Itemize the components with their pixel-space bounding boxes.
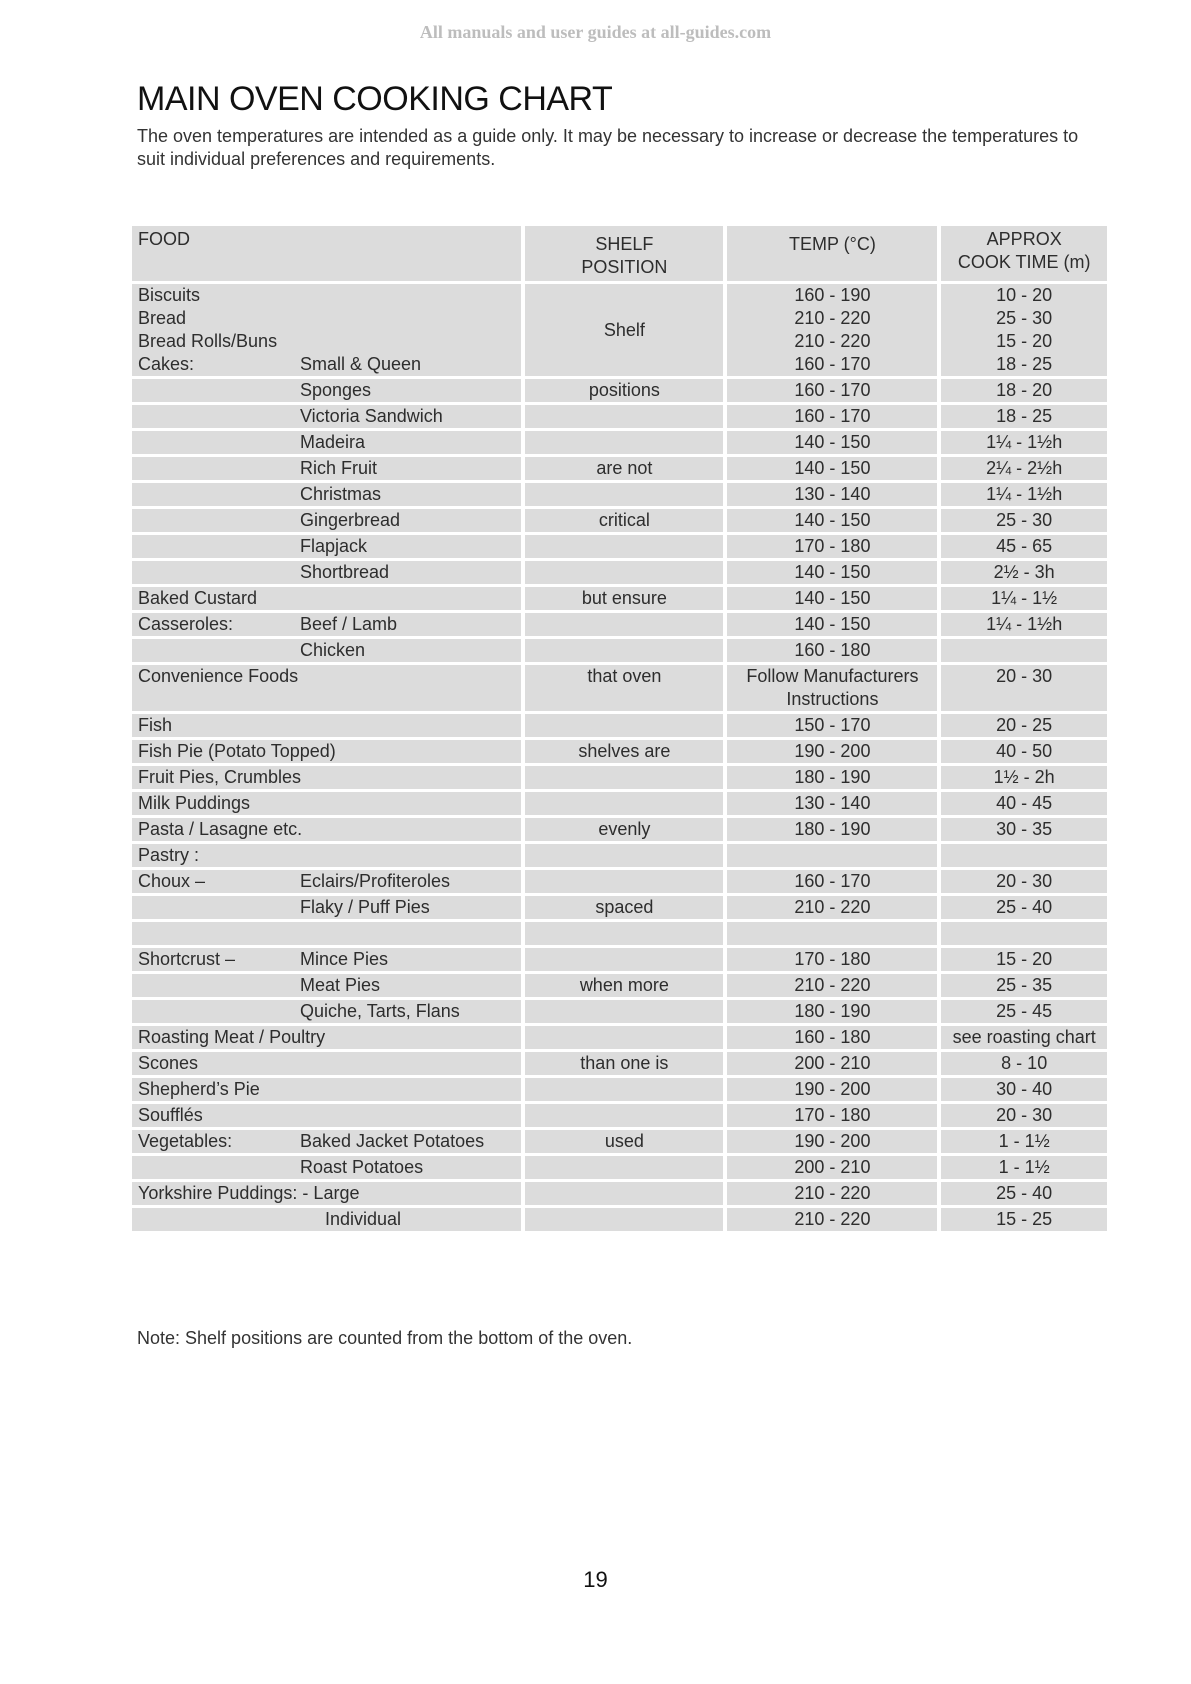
time-cell: 20 - 30 <box>941 665 1107 711</box>
shelf-cell: than one is <box>525 1052 723 1075</box>
food-cell <box>132 1078 521 1101</box>
food-subtype: Individual <box>325 1209 402 1229</box>
temp-cell: 180 - 190 <box>727 1000 937 1023</box>
food-cell <box>132 284 521 376</box>
food-line <box>138 870 515 893</box>
food-label: Cakes: <box>138 354 195 374</box>
temp-cell: 140 - 150 <box>727 509 937 532</box>
time-cell: 20 - 30 <box>941 870 1107 893</box>
food-label: Casseroles: <box>138 614 234 634</box>
temp-cell <box>727 665 937 711</box>
food-subtype: Small & Queen <box>300 354 422 374</box>
food-cell <box>132 1156 521 1179</box>
temp-cell: 200 - 210 <box>727 1156 937 1179</box>
shelf-cell <box>525 1104 723 1127</box>
shelf-cell <box>525 1000 723 1023</box>
food-subtype: Shortbread <box>300 562 390 582</box>
table-row <box>132 792 1107 815</box>
food-line <box>138 353 515 376</box>
food-line <box>138 613 515 636</box>
table-row <box>132 896 1107 919</box>
time-value: 18 - 25 <box>996 354 1053 374</box>
temp-cell: 160 - 170 <box>727 405 937 428</box>
page-number: 19 <box>583 1567 608 1592</box>
food-label: Choux – <box>138 871 206 891</box>
time-value: 10 - 20 <box>996 285 1053 305</box>
table-row <box>132 1078 1107 1101</box>
header-food: FOOD <box>132 226 521 281</box>
food-subtype: Beef / Lamb <box>300 614 398 634</box>
table-row <box>132 379 1107 402</box>
cooking-chart-table <box>128 223 1111 1234</box>
food-cell <box>132 431 521 454</box>
time-cell: 1¼ - 1½ <box>941 587 1107 610</box>
time-cell <box>941 922 1107 945</box>
food-line <box>138 766 515 789</box>
food-subtype: Meat Pies <box>300 975 381 995</box>
table-row <box>132 922 1107 945</box>
food-cell <box>132 509 521 532</box>
temp-cell: 210 - 220 <box>727 896 937 919</box>
temp-cell: 160 - 180 <box>727 639 937 662</box>
food-cell <box>132 792 521 815</box>
temp-cell: 210 - 220 <box>727 1208 937 1231</box>
time-cell: 1¼ - 1½h <box>941 613 1107 636</box>
time-cell: 25 - 40 <box>941 896 1107 919</box>
food-line <box>138 535 515 558</box>
food-label: Fruit Pies, Crumbles <box>138 767 302 787</box>
temp-cell: 190 - 200 <box>727 740 937 763</box>
table-row <box>132 1156 1107 1179</box>
shelf-cell: are not <box>525 457 723 480</box>
temp-cell: 210 - 220 <box>727 1182 937 1205</box>
table-row <box>132 870 1107 893</box>
food-line <box>138 896 515 919</box>
table-row <box>132 613 1107 636</box>
food-label: Yorkshire Puddings: - Large <box>138 1183 360 1203</box>
shelf-cell <box>525 431 723 454</box>
time-cell: 1¼ - 1½h <box>941 431 1107 454</box>
temp-cell: 150 - 170 <box>727 714 937 737</box>
time-cell: 15 - 20 <box>941 948 1107 971</box>
food-cell <box>132 974 521 997</box>
time-cell: 1¼ - 1½h <box>941 483 1107 506</box>
shelf-cell <box>525 766 723 789</box>
food-subtype: Sponges <box>300 380 372 400</box>
time-cell: 25 - 35 <box>941 974 1107 997</box>
food-line <box>138 561 515 584</box>
temp-cell: 160 - 170 <box>727 870 937 893</box>
time-cell: 2¼ - 2½h <box>941 457 1107 480</box>
food-cell <box>132 405 521 428</box>
temp-cell: 170 - 180 <box>727 535 937 558</box>
time-value: 15 - 20 <box>996 331 1053 351</box>
food-cell <box>132 714 521 737</box>
food-line <box>138 714 515 737</box>
food-line <box>138 922 515 945</box>
food-line <box>138 1104 515 1127</box>
page-title: MAIN OVEN COOKING CHART <box>137 80 613 118</box>
temp-cell: 140 - 150 <box>727 613 937 636</box>
food-line <box>138 974 515 997</box>
shelf-cell <box>525 844 723 867</box>
food-label: Roasting Meat / Poultry <box>138 1027 326 1047</box>
shelf-cell: when more <box>525 974 723 997</box>
time-cell: 1½ - 2h <box>941 766 1107 789</box>
food-line <box>138 379 515 402</box>
header-shelf-line1: SHELF <box>595 234 654 254</box>
food-label: Bread Rolls/Buns <box>138 331 278 351</box>
food-subtype: Flapjack <box>300 536 368 556</box>
food-line <box>138 948 515 971</box>
table-row <box>132 1130 1107 1153</box>
food-cell <box>132 535 521 558</box>
food-cell <box>132 639 521 662</box>
temp-value: 160 - 190 <box>794 285 871 305</box>
shelf-cell <box>525 948 723 971</box>
header-shelf-line2: POSITION <box>581 257 668 277</box>
shelf-cell <box>525 1182 723 1205</box>
temp-value: 160 - 170 <box>794 354 871 374</box>
time-cell: 40 - 50 <box>941 740 1107 763</box>
temp-value: 210 - 220 <box>794 308 871 328</box>
temp-cell: 200 - 210 <box>727 1052 937 1075</box>
shelf-cell: evenly <box>525 818 723 841</box>
food-label: Baked Custard <box>138 588 258 608</box>
food-subtype: Chicken <box>300 640 366 660</box>
table-row <box>132 639 1107 662</box>
food-line <box>138 483 515 506</box>
time-cell: 1 - 1½ <box>941 1130 1107 1153</box>
shelf-cell <box>525 405 723 428</box>
shelf-cell: Shelf <box>525 284 723 376</box>
food-cell <box>132 379 521 402</box>
food-cell <box>132 740 521 763</box>
time-cell <box>941 639 1107 662</box>
table-row <box>132 714 1107 737</box>
food-cell <box>132 1104 521 1127</box>
shelf-cell <box>525 792 723 815</box>
temp-cell <box>727 844 937 867</box>
shelf-cell: positions <box>525 379 723 402</box>
time-cell: 18 - 25 <box>941 405 1107 428</box>
food-label: Pastry : <box>138 845 200 865</box>
food-line <box>138 792 515 815</box>
time-cell: 25 - 40 <box>941 1182 1107 1205</box>
table-row <box>132 1182 1107 1205</box>
time-cell <box>941 284 1107 376</box>
shelf-cell <box>525 1026 723 1049</box>
food-subtype: Madeira <box>300 432 366 452</box>
header-temp: TEMP (°C) <box>727 226 937 281</box>
food-line <box>138 1026 515 1049</box>
food-line <box>138 405 515 428</box>
time-cell: 20 - 25 <box>941 714 1107 737</box>
time-cell: 25 - 45 <box>941 1000 1107 1023</box>
temp-cell: 140 - 150 <box>727 457 937 480</box>
table-row <box>132 818 1107 841</box>
food-line <box>138 1052 515 1075</box>
shelf-cell: shelves are <box>525 740 723 763</box>
food-label: Fish Pie (Potato Topped) <box>138 741 336 761</box>
food-label: Pasta / Lasagne etc. <box>138 819 303 839</box>
food-line <box>138 431 515 454</box>
table-row <box>132 1052 1107 1075</box>
food-cell <box>132 1130 521 1153</box>
food-subtype: Flaky / Puff Pies <box>300 897 430 917</box>
table-row <box>132 1026 1107 1049</box>
table-row <box>132 535 1107 558</box>
shelf-cell <box>525 1208 723 1231</box>
time-cell: 45 - 65 <box>941 535 1107 558</box>
food-line <box>138 1208 515 1231</box>
shelf-cell: but ensure <box>525 587 723 610</box>
header-shelf-position <box>525 226 723 281</box>
time-cell: 2½ - 3h <box>941 561 1107 584</box>
food-subtype: Christmas <box>300 484 382 504</box>
time-cell: 15 - 25 <box>941 1208 1107 1231</box>
shelf-cell <box>525 1156 723 1179</box>
temp-cell: 140 - 150 <box>727 431 937 454</box>
shelf-cell <box>525 639 723 662</box>
time-cell: 40 - 45 <box>941 792 1107 815</box>
temp-cell <box>727 922 937 945</box>
table-row <box>132 1000 1107 1023</box>
food-cell <box>132 457 521 480</box>
table-row <box>132 561 1107 584</box>
food-subtype: Victoria Sandwich <box>300 406 443 426</box>
table-row <box>132 509 1107 532</box>
table-row <box>132 405 1107 428</box>
shelf-cell <box>525 483 723 506</box>
time-cell: 30 - 40 <box>941 1078 1107 1101</box>
time-cell: 25 - 30 <box>941 509 1107 532</box>
food-line <box>138 1078 515 1101</box>
header-time-line2: COOK TIME (m) <box>957 252 1091 272</box>
table-row <box>132 974 1107 997</box>
food-cell <box>132 844 521 867</box>
shelf-cell: used <box>525 1130 723 1153</box>
time-cell: 20 - 30 <box>941 1104 1107 1127</box>
food-cell <box>132 1026 521 1049</box>
temp-cell: 130 - 140 <box>727 792 937 815</box>
temp-cell: 140 - 150 <box>727 587 937 610</box>
food-line <box>138 1000 515 1023</box>
food-cell <box>132 818 521 841</box>
table-row <box>132 1104 1107 1127</box>
temp-cell: 140 - 150 <box>727 561 937 584</box>
shelf-cell <box>525 870 723 893</box>
food-line <box>138 818 515 841</box>
header-time-line1: APPROX <box>986 229 1062 249</box>
food-cell <box>132 613 521 636</box>
temp-instruction-line1: Follow Manufacturers <box>746 666 919 686</box>
table-header-row <box>132 226 1107 281</box>
food-cell: Convenience Foods <box>132 665 521 711</box>
food-label: Soufflés <box>138 1105 203 1125</box>
food-cell <box>132 1182 521 1205</box>
food-subtype: Quiche, Tarts, Flans <box>300 1001 460 1021</box>
watermark: All manuals and user guides at all-guides.com <box>419 22 772 42</box>
food-label: Fish <box>138 715 173 735</box>
footnote: Note: Shelf positions are counted from the bottom of the oven. <box>137 1328 633 1348</box>
table-row <box>132 483 1107 506</box>
time-cell: 1 - 1½ <box>941 1156 1107 1179</box>
shelf-cell: spaced <box>525 896 723 919</box>
temp-cell: 190 - 200 <box>727 1130 937 1153</box>
shelf-cell <box>525 561 723 584</box>
food-subtype: Gingerbread <box>300 510 401 530</box>
food-label: Scones <box>138 1053 199 1073</box>
temp-cell: 180 - 190 <box>727 766 937 789</box>
temp-cell: 160 - 170 <box>727 379 937 402</box>
food-line <box>138 1182 515 1205</box>
food-cell <box>132 948 521 971</box>
food-label: Shepherd’s Pie <box>138 1079 260 1099</box>
temp-cell <box>727 284 937 376</box>
time-cell: 8 - 10 <box>941 1052 1107 1075</box>
food-cell <box>132 587 521 610</box>
time-cell: 30 - 35 <box>941 818 1107 841</box>
temp-cell: 210 - 220 <box>727 974 937 997</box>
food-subtype: Eclairs/Profiteroles <box>300 871 451 891</box>
food-line <box>138 1156 515 1179</box>
food-cell <box>132 922 521 945</box>
table-row <box>132 431 1107 454</box>
time-cell: see roasting chart <box>941 1026 1107 1049</box>
header-cook-time <box>941 226 1107 281</box>
food-cell <box>132 870 521 893</box>
time-cell: 18 - 20 <box>941 379 1107 402</box>
shelf-cell <box>525 613 723 636</box>
table-row <box>132 587 1107 610</box>
table-row <box>132 766 1107 789</box>
food-line <box>138 587 515 610</box>
food-cell <box>132 766 521 789</box>
table-row-group-biscuits-cakes <box>132 284 1107 376</box>
shelf-cell <box>525 922 723 945</box>
temp-cell: 170 - 180 <box>727 1104 937 1127</box>
food-label: Vegetables: <box>138 1131 233 1151</box>
intro-paragraph: The oven temperatures are intended as a guide only. It may be necessary to increase or decrease the temperatures to suit individual preferences and requirements. <box>137 126 1079 169</box>
food-label: Biscuits <box>138 285 201 305</box>
temp-cell: 180 - 190 <box>727 818 937 841</box>
food-line <box>138 457 515 480</box>
food-subtype: Rich Fruit <box>300 458 378 478</box>
table-row <box>132 948 1107 971</box>
time-value: 25 - 30 <box>996 308 1053 328</box>
table-row <box>132 457 1107 480</box>
temp-cell: 130 - 140 <box>727 483 937 506</box>
temp-value: 210 - 220 <box>794 331 871 351</box>
shelf-cell <box>525 535 723 558</box>
temp-cell: 160 - 180 <box>727 1026 937 1049</box>
temp-instruction-line2: Instructions <box>786 689 879 709</box>
food-line <box>138 740 515 763</box>
food-label: Milk Puddings <box>138 793 251 813</box>
table-row <box>132 844 1107 867</box>
food-subtype: Roast Potatoes <box>300 1157 424 1177</box>
table-row <box>132 740 1107 763</box>
shelf-cell <box>525 714 723 737</box>
food-cell <box>132 1208 521 1231</box>
temp-cell: 190 - 200 <box>727 1078 937 1101</box>
food-subtype: Mince Pies <box>300 949 389 969</box>
shelf-cell: that oven <box>525 665 723 711</box>
food-cell <box>132 1052 521 1075</box>
shelf-cell: critical <box>525 509 723 532</box>
food-cell <box>132 561 521 584</box>
food-cell <box>132 483 521 506</box>
table-row-yorkshire-individual <box>132 1208 1107 1231</box>
food-subtype: Baked Jacket Potatoes <box>300 1131 485 1151</box>
food-line <box>138 844 515 867</box>
table-row-convenience-foods <box>132 665 1107 711</box>
food-cell <box>132 1000 521 1023</box>
food-label: Shortcrust – <box>138 949 236 969</box>
shelf-cell <box>525 1078 723 1101</box>
food-line <box>138 509 515 532</box>
food-label: Bread <box>138 308 187 328</box>
food-cell <box>132 896 521 919</box>
temp-cell: 170 - 180 <box>727 948 937 971</box>
food-line <box>138 639 515 662</box>
food-line <box>138 1130 515 1153</box>
time-cell <box>941 844 1107 867</box>
